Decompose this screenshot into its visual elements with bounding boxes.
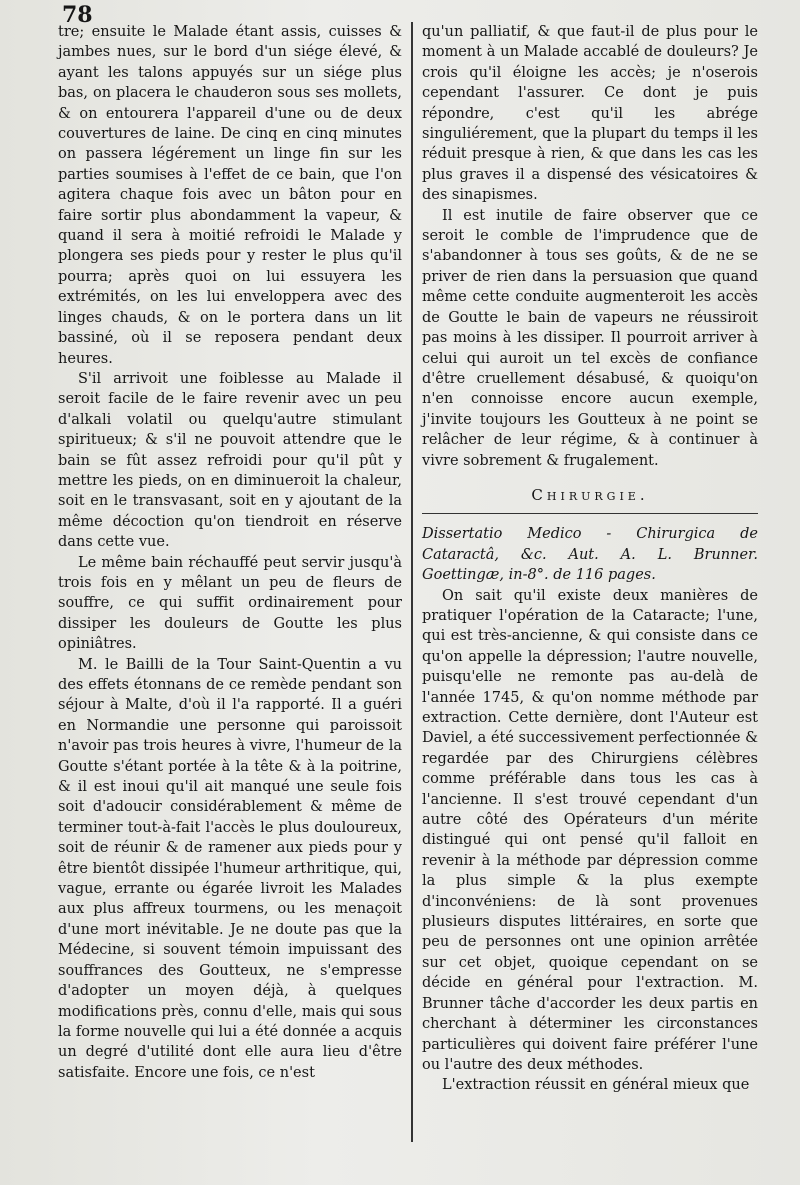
paragraph: qu'un palliatif, & que faut-il de plus pour le moment à un Malade accablé de douleurs? Je crois qu'il éloigne les accès; je n'oserois cependant l'assurer. Ce dont je puis répondre, c'est qu'il les abrége singuliérement, que la plupart du temps il les réduit presque à rien, & que dans les cas les plus graves il a dispensé des vésicatoires & des sinapismes. <box>422 24 758 204</box>
paragraph: tre; ensuite le Malade étant assis, cuisses & jambes nues, sur le bord d'un siége élevé, & ayant les talons appuyés sur un siége plus bas, on placera le chauderon sous ses mollets, & on entourera l'appareil d'une ou de deux couvertures de laine. De cinq en cinq minutes on passera légérement un linge fin sur les parties soumises à l'effet de ce bain, que l'on agitera chaque fois avec un bâton pour en faire sortir plus abondamment la vapeur, & quand il sera à moitié refroidi le Malade y plongera ses pieds pour y rester le plus qu'il pourra; après quoi on lui essuyera les extrémités, on les lui enveloppera avec des linges chauds, & on le portera dans un lit bassiné, où il se reposera pendant deux heures. <box>58 24 402 367</box>
column-divider <box>411 22 413 1142</box>
paragraph: Le même bain réchauffé peut servir jusqu'à trois fois en y mêlant un peu de fleurs de souffre, ce qui suffit ordinairement pour dissiper les douleurs de Goutte les plus opiniâtres. <box>58 554 402 653</box>
book-title: Dissertatio Medico - Chirurgica de Cataractâ, &c. Aut. A. L. Brunner. Goettingæ, in-8°. de 116 pages. <box>422 526 758 584</box>
paragraph: Il est inutile de faire observer que ce seroit le comble de l'imprudence que de s'abandonner à tous ses goûts, & de ne se priver de rien dans la persuasion que quand même cette conduite augmenteroit les accès de Goutte le bain de vapeurs ne réussiroit pas moins à les dissiper. Il pourroit arriver à celui qui auroit un tel excès de confiance d'être cruellement désabusé, & quoiqu'on n'en connoisse encore aucun exemple, j'invite toujours les Goutteux à ne point se relâcher de leur régime, & à continuer à vivre sobrement & frugalement. <box>422 207 758 469</box>
paragraph: On sait qu'il existe deux manières de pratiquer l'opération de la Cataracte; l'une, qui est très-ancienne, & qui consiste dans ce qu'on appelle la dépression; l'autre nouvelle, puisqu'elle ne remonte pas au-delà de l'année 1745, & qu'on nomme méthode par extraction. Cette dernière, dont l'Auteur est Daviel, a été successivement perfectionnée & regardée par des Chirurgiens célèbres comme préférable dans tous les cas à l'ancienne. Il s'est trouvé cependant d'un autre côté des Opérateurs d'un mérite distingué qui ont pensé qu'il falloit en revenir à la méthode par dépression comme la plus simple & la plus exempte d'inconvéniens: de là sont provenues plusieurs disputes littéraires, en sorte que peu de personnes ont une opinion arrêtée sur cet objet, quoique cependant on se décide en général pour l'extraction. M. Brunner tâche d'accorder les deux partis en cherchant à déterminer les circonstances particulières qui doivent faire préférer l'une ou l'autre des deux méthodes. <box>422 587 758 1073</box>
page-number: 78 <box>62 2 93 28</box>
paragraph: S'il arrivoit une foiblesse au Malade il seroit facile de le faire revenir avec un peu d'alkali volatil ou quelqu'autre stimulant spiritueux; & s'il ne pouvoit attendre que le bain se fût assez refroidi pour qu'il pût y mettre les pieds, on en diminueroit la chaleur, soit en le transvasant, soit en y ajoutant de la même décoction qu'on tiendroit en réserve dans cette vue. <box>58 370 402 551</box>
heading-rule <box>422 513 758 514</box>
right-column <box>422 22 758 1096</box>
paragraph: L'extraction réussit en général mieux que <box>442 1077 750 1094</box>
section-heading: Chirurgie. <box>531 485 649 504</box>
left-column <box>58 22 402 1083</box>
paragraph: M. le Bailli de la Tour Saint-Quentin a vu des effets étonnans de ce remède pendant son séjour à Malte, d'où il l'a rapporté. Il a guéri en Normandie une personne qui paroissoit n'avoir pas trois heures à vivre, l'humeur de la Goutte s'étant portée à la tête & à la poitrine, & il est inoui qu'il ait manqué une seule fois soit d'adoucir considérablement & même de terminer tout-à-fait l'accès le plus douloureux, soit de réunir & de ramener aux pieds pour y être bientôt dissipée l'humeur arthritique, qui, vague, errante ou égarée livroit les Malades aux plus affreux tourmens, ou les menaçoit d'une mort inévitable. Je ne doute pas que la Médecine, si souvent témoin impuissant des souffrances des Goutteux, ne s'empresse d'adopter un moyen déjà, à quelques modifications près, connu d'elle, mais qui sous la forme nouvelle qui lui a été donnée a acquis un degré d'utilité dont elle aura lieu d'être satisfaite. Encore une fois, ce n'est <box>58 656 402 1081</box>
